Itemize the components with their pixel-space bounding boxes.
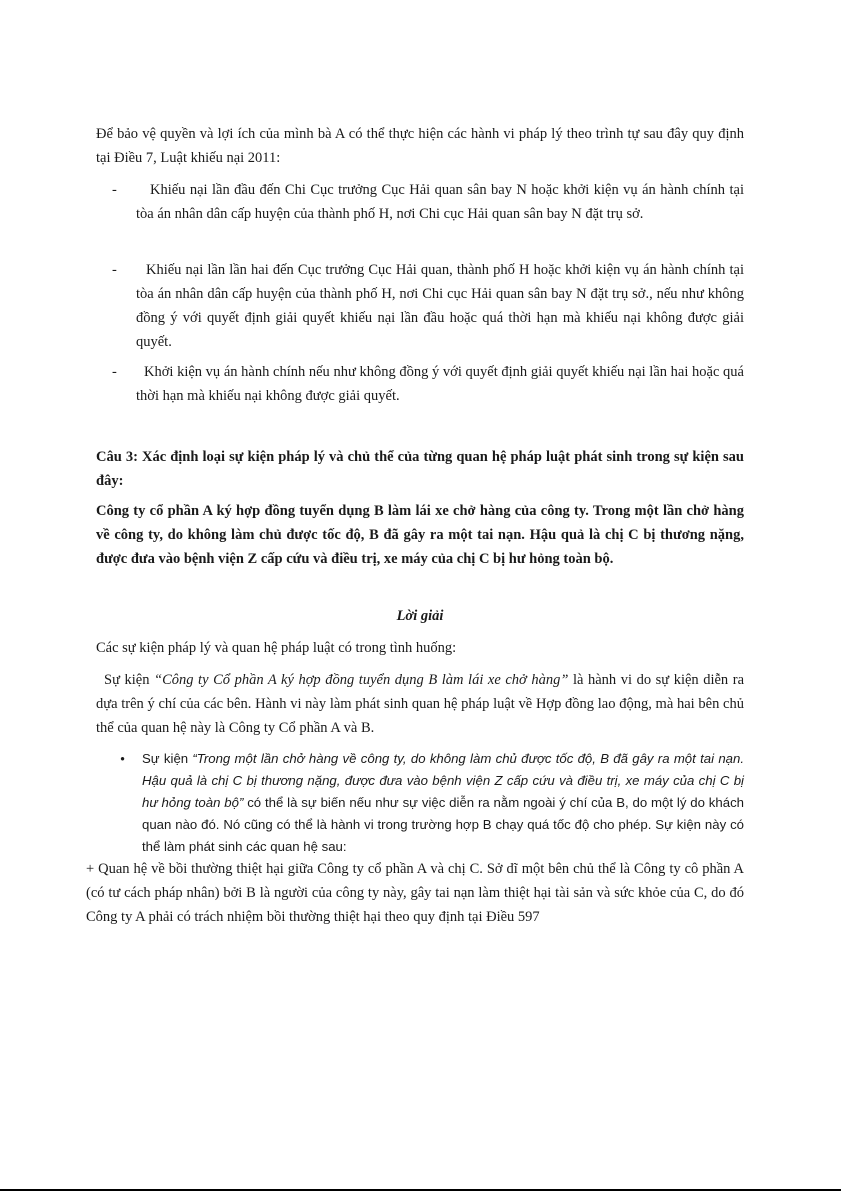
list-item xyxy=(120,748,744,858)
list-item-text: Khởi kiện vụ án hành chính nếu như không đồng ý với quyết định giải quyết khiếu nại lần hai hoặc quá thời hạn mà khiếu nại không được giải quyết. xyxy=(136,364,744,404)
dash-marker: - xyxy=(112,364,117,380)
intro-paragraph: Để bảo vệ quyền và lợi ích của mình bà A có thể thực hiện các hành vi pháp lý theo trình tự sau đây quy định tại Điều 7, Luật khiếu nại 2011: xyxy=(96,126,744,166)
list-item xyxy=(112,360,744,408)
solution-lead: Các sự kiện pháp lý và quan hệ pháp luật có trong tình huống: xyxy=(96,640,457,656)
list-item xyxy=(112,258,744,354)
event2-quote: “Trong một lần chở hàng về công ty, do không làm chủ được tốc độ, B đã gây ra một tai nạn. Hậu quả là chị C bị thương nặng, được đưa vào bệnh viện Z cấp cứu và điều trị, xe máy của chị C bị hư hỏng toàn bộ” xyxy=(142,751,744,810)
event1-paragraph xyxy=(96,668,744,740)
relation1-paragraph: + Quan hệ về bồi thường thiệt hại giữa Công ty cổ phần A và chị C. Sở dĩ một bên chủ thể là Công ty cô phần A (có tư cách pháp nhân) bởi B là người của công ty này, gây tai nạn làm thiệt hại tài sản và sức khỏe của C, do đó Công ty A phải có trách nhiệm bồi thường thiệt hại theo quy định tại Điều 597 xyxy=(86,861,744,925)
dash-marker: - xyxy=(112,182,117,198)
question-body: Công ty cổ phần A ký hợp đồng tuyển dụng B làm lái xe chở hàng của công ty. Trong một lần chở hàng về công ty, do không làm chủ được tốc độ, B đã gây ra một tai nạn. Hậu quả là chị C bị thương nặng, được đưa vào bệnh viện Z cấp cứu và điều trị, xe máy của chị C bị hư hỏng toàn bộ. xyxy=(96,503,744,567)
list-item xyxy=(112,178,744,226)
dash-marker: - xyxy=(112,262,117,278)
list-item-text: Khiếu nại lần đầu đến Chi Cục trưởng Cục Hải quan sân bay N hoặc khởi kiện vụ án hành chính tại tòa án nhân dân cấp huyện của thành phố H, nơi Chi cục Hải quan sân bay N đặt trụ sở. xyxy=(136,182,744,222)
bullet-marker: • xyxy=(120,752,126,768)
event2-paragraph xyxy=(142,748,744,858)
event1-prefix: Sự kiện xyxy=(104,672,155,688)
event1-quote: “Công ty Cổ phần A ký hợp đồng tuyển dụng B làm lái xe chở hàng” xyxy=(154,672,569,688)
list-item-text: Khiếu nại lần lần hai đến Cục trưởng Cục Hải quan, thành phố H hoặc khởi kiện vụ án hành chính tại tòa án nhân dân cấp huyện của thành phố H, nơi Chi cục Hải quan sân bay N đặt trụ sở., nếu như không đồng ý với quyết định giải quyết khiếu nại lần đầu hoặc quá thời hạn mà khiếu nại không được giải quyết. xyxy=(136,262,744,350)
event2-prefix: Sự kiện xyxy=(142,751,193,766)
event1-rest: là hành vi do sự kiện diễn ra dựa trên ý chí của các bên. Hành vi này làm phát sinh quan hệ pháp luật về Hợp đồng lao động, mà hai bên chủ thể của quan hệ này là Công ty Cổ phần A và B. xyxy=(96,672,745,736)
question-title: Câu 3: Xác định loại sự kiện pháp lý và chủ thể của từng quan hệ pháp luật phát sinh trong sự kiện sau đây: xyxy=(96,449,744,489)
solution-heading: Lời giải xyxy=(396,608,444,624)
event2-rest: có thể là sự biến nếu như sự việc diễn ra nằm ngoài ý chí của B, do một lý do khách quan nào đó. Nó cũng có thể là hành vi trong trường hợp B chạy quá tốc độ cho phép. Sự kiện này có thể làm phát sinh các quan hệ sau: xyxy=(142,795,744,854)
